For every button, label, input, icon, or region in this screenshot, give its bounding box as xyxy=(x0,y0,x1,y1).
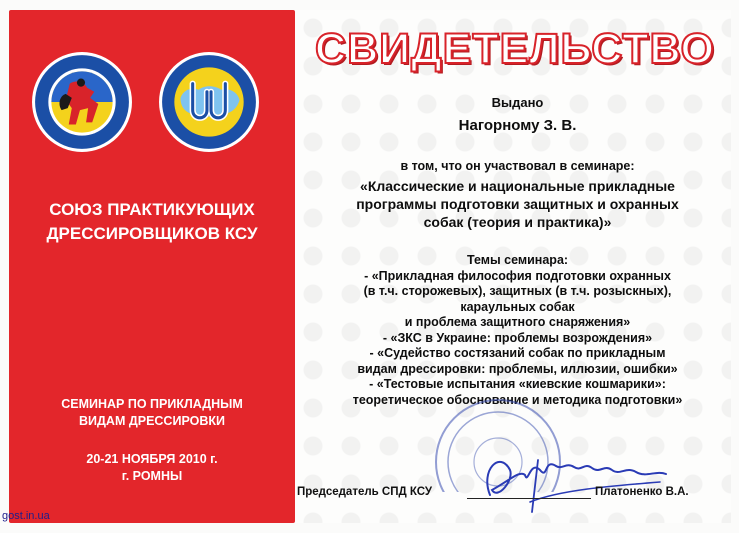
seminar-title-line: «Классические и национальные прикладные xyxy=(360,178,675,194)
topic-line: - «ЗКС в Украине: проблемы возрождения» xyxy=(382,330,653,345)
seminar-caption-line-1: СЕМИНАР ПО ПРИКЛАДНЫМ xyxy=(61,397,243,411)
topic-line: - «Судейство состязаний собак по прикладным xyxy=(369,346,666,360)
issued-label: Выдано xyxy=(491,95,544,110)
signature-line xyxy=(467,498,591,499)
recipient-name: Нагорному З. В. xyxy=(458,117,577,134)
organization-name xyxy=(9,198,295,246)
seminar-date: 20-21 НОЯБРЯ 2010 г. xyxy=(86,452,218,466)
certificate-title: СВИДЕТЕЛЬСТВО xyxy=(315,25,715,73)
seminar-topics xyxy=(305,253,730,408)
topic-line: видам дрессировки: проблемы, иллюзии, ошибки» xyxy=(357,361,678,376)
topic-line: теоретическое обоснование и методика подготовки» xyxy=(352,392,683,407)
watermark-text: gost.in.ua xyxy=(2,510,50,522)
topic-line: - «Тестовые испытания «киевские кошмарики»: xyxy=(369,377,666,391)
topic-line: (в т.ч. сторожевых), защитных (в т.ч. розыскных), xyxy=(363,284,672,298)
seminar-caption-line-2: ВИДАМ ДРЕССИРОВКИ xyxy=(79,414,225,428)
signatory-name: Платоненко В.А. xyxy=(595,486,689,498)
seminar-place: г. РОМНЫ xyxy=(121,469,183,483)
topic-line: караульных собак xyxy=(460,299,575,314)
organization-name-line-1: СОЮЗ ПРАКТИКУЮЩИХ xyxy=(49,200,255,219)
union-seal-logo xyxy=(31,51,133,153)
seminar-date-place xyxy=(9,451,295,485)
seminar-title xyxy=(305,177,730,231)
participation-statement: в том, что он участвовал в семинаре: xyxy=(400,159,635,173)
handwritten-signature xyxy=(470,440,670,515)
topic-line: - «Прикладная философия подготовки охранных xyxy=(364,268,671,283)
topics-heading: Темы семинара: xyxy=(466,253,569,267)
seminar-title-line: программы подготовки защитных и охранных xyxy=(356,196,679,212)
seminar-caption xyxy=(9,396,295,430)
kennel-union-logo xyxy=(158,51,260,153)
topic-line: и проблема защитного снаряжения» xyxy=(404,315,631,329)
left-panel xyxy=(9,10,295,523)
organization-name-line-2: ДРЕССИРОВЩИКОВ КСУ xyxy=(46,224,258,243)
signature-label: Председатель СПД КСУ xyxy=(297,486,433,498)
seminar-title-line: собак (теория и практика)» xyxy=(423,214,612,230)
